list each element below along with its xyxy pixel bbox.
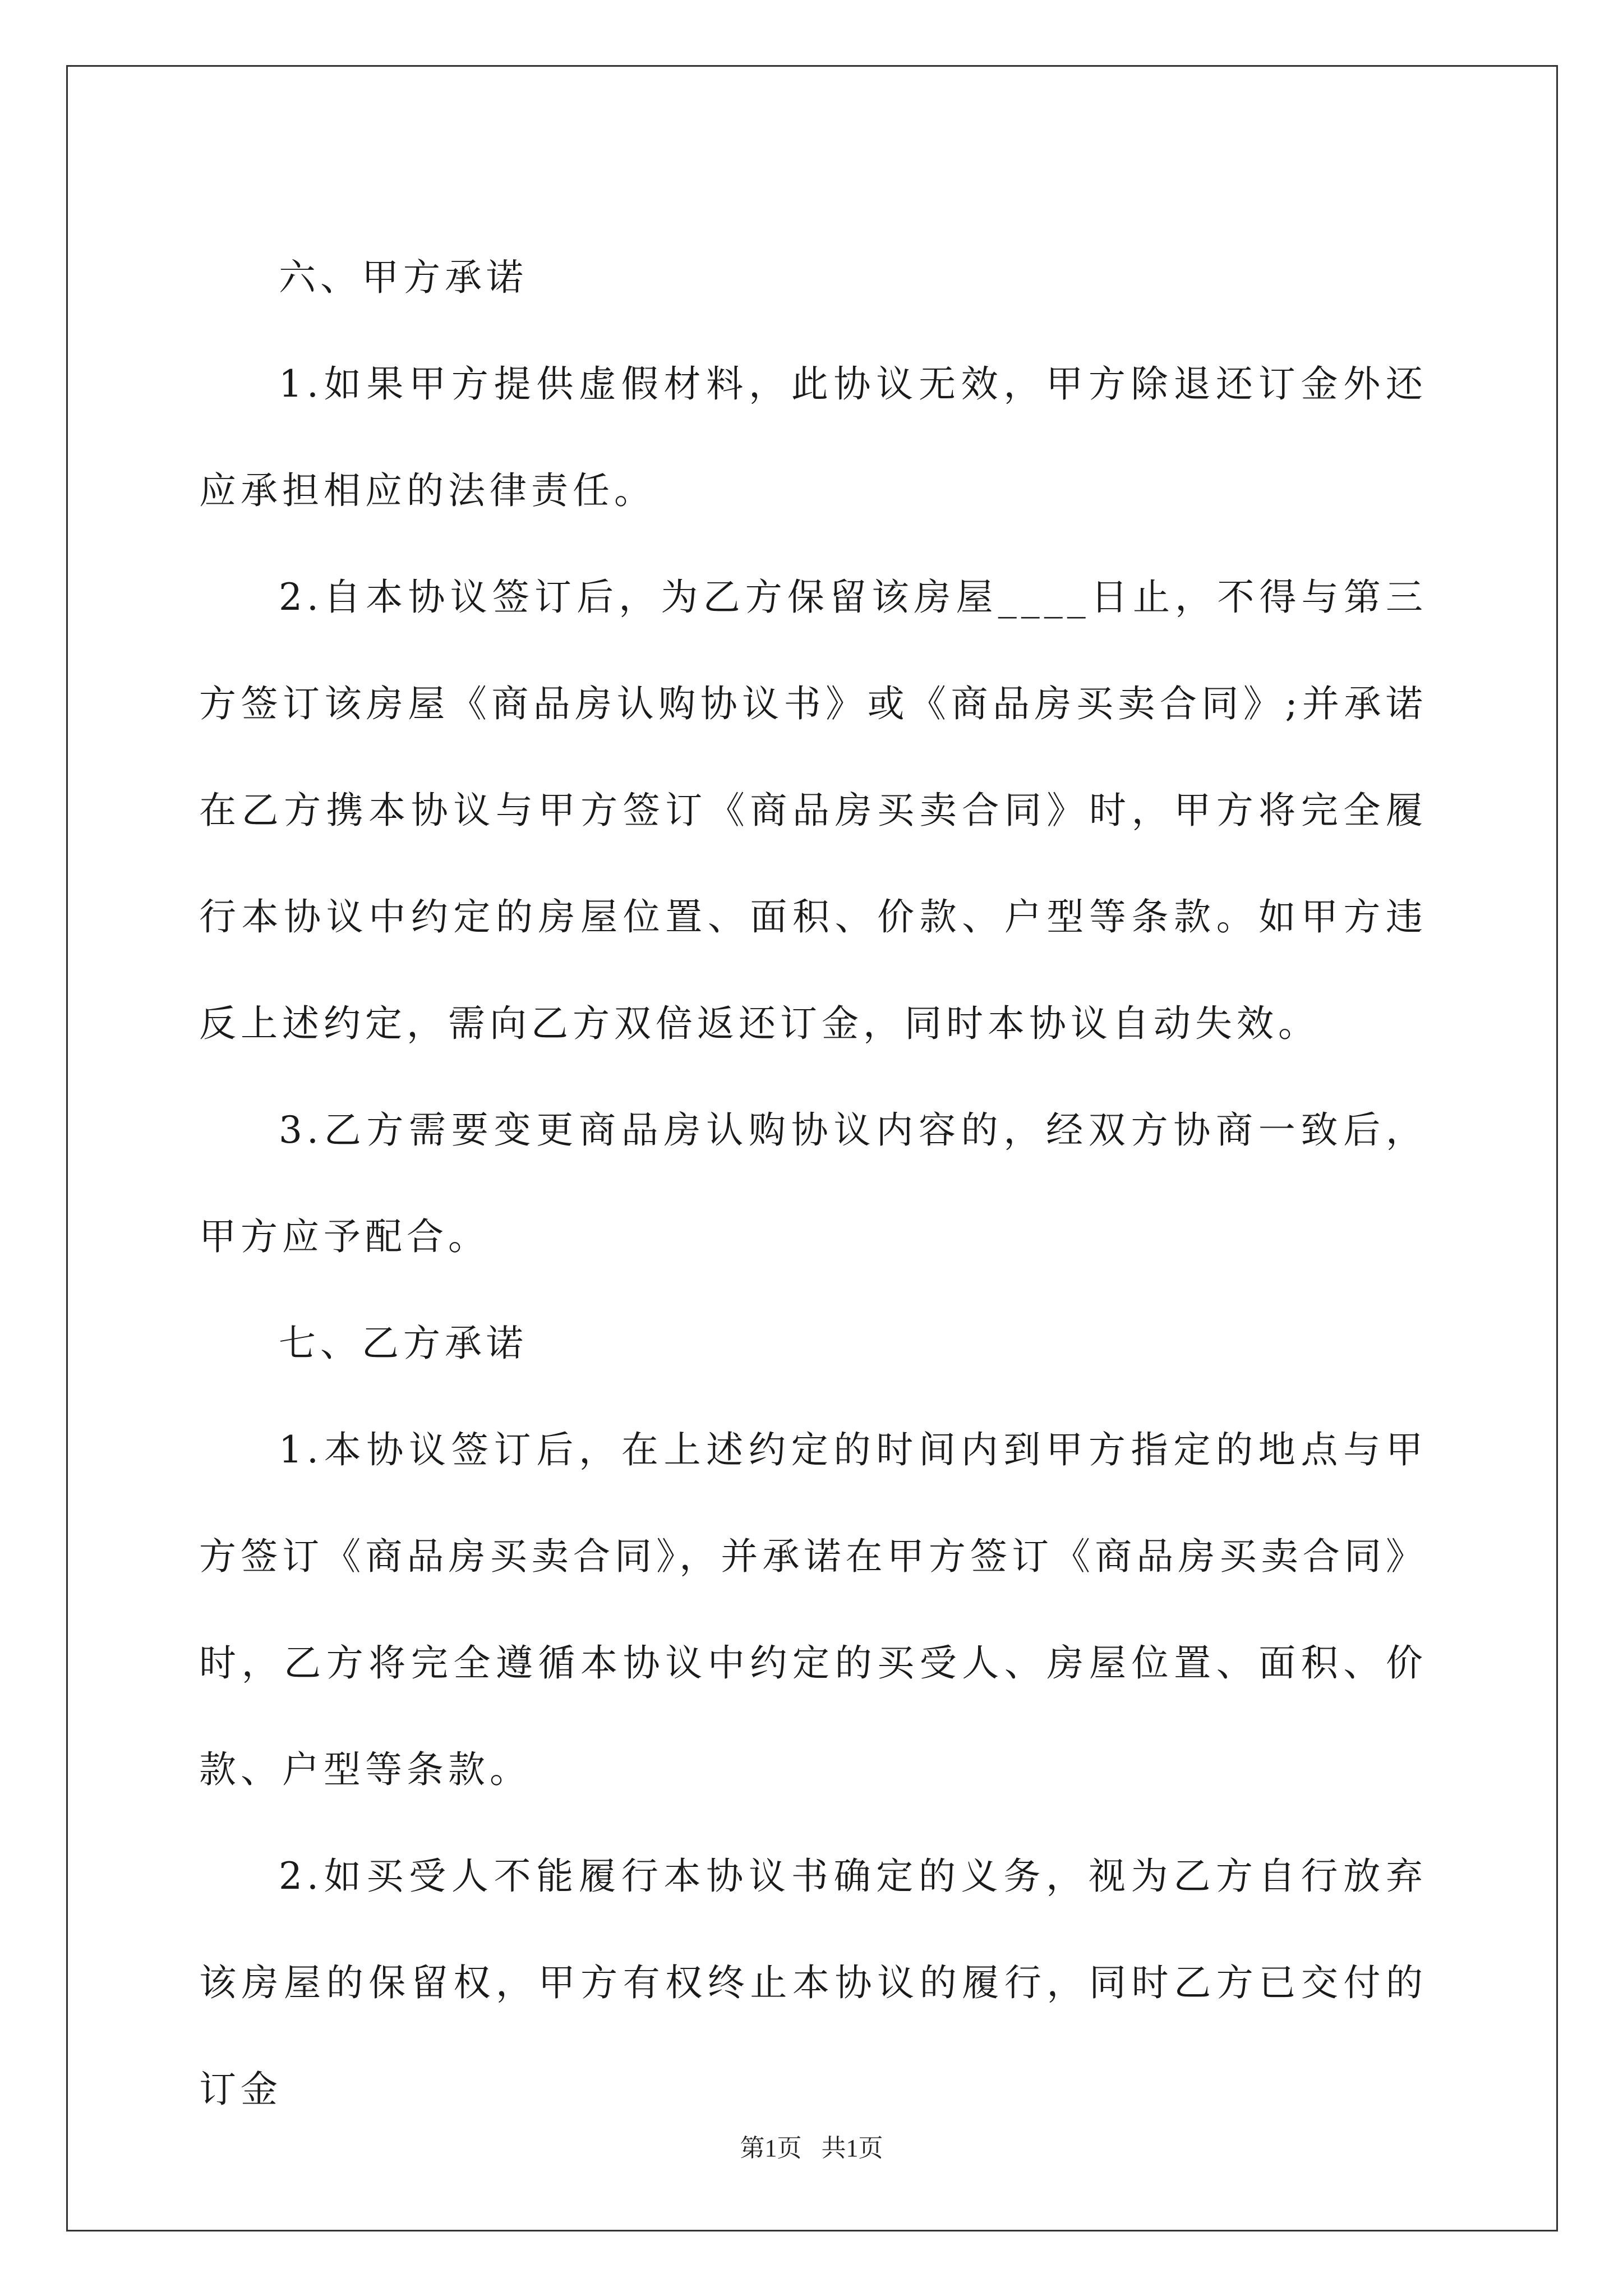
paragraph: 1.本协议签订后，在上述约定的时间内到甲方指定的地点与甲方签订《商品房买卖合同》，并承诺在甲方签订《商品房买卖合同》时，乙方将完全遵循本协议中约定的买受人、房屋位置、面积、价款、户型等条款。 — [199, 1428, 1427, 1791]
paragraph: 2.自本协议签订后，为乙方保留该房屋____日止，不得与第三方签订该房屋《商品房认购协议书》或《商品房买卖合同》;并承诺在乙方携本协议与甲方签订《商品房买卖合同》时，甲方将完全履行本协议中约定的房屋位置、面积、价款、户型等条款。如甲方违反上述约定，需向乙方双倍返还订金，同时本协议自动失效。 — [199, 576, 1427, 1045]
page-total: 共1页 — [821, 2134, 883, 2162]
paragraph: 2.如买受人不能履行本协议书确定的义务，视为乙方自行放弃该房屋的保留权，甲方有权终止本协议的履行，同时乙方已交付的订金 — [199, 1855, 1427, 2111]
section-heading-six: 六、甲方承诺 — [279, 256, 528, 299]
paragraph: 1.如果甲方提供虚假材料，此协议无效，甲方除退还订金外还应承担相应的法律责任。 — [199, 362, 1427, 512]
document-body — [199, 224, 1427, 2143]
section-heading-seven: 七、乙方承诺 — [279, 1322, 528, 1365]
paragraph: 3.乙方需要变更商品房认购协议内容的，经双方协商一致后，甲方应予配合。 — [199, 1108, 1427, 1258]
page-footer — [0, 2128, 1623, 2164]
page-number: 第1页 — [740, 2134, 802, 2162]
